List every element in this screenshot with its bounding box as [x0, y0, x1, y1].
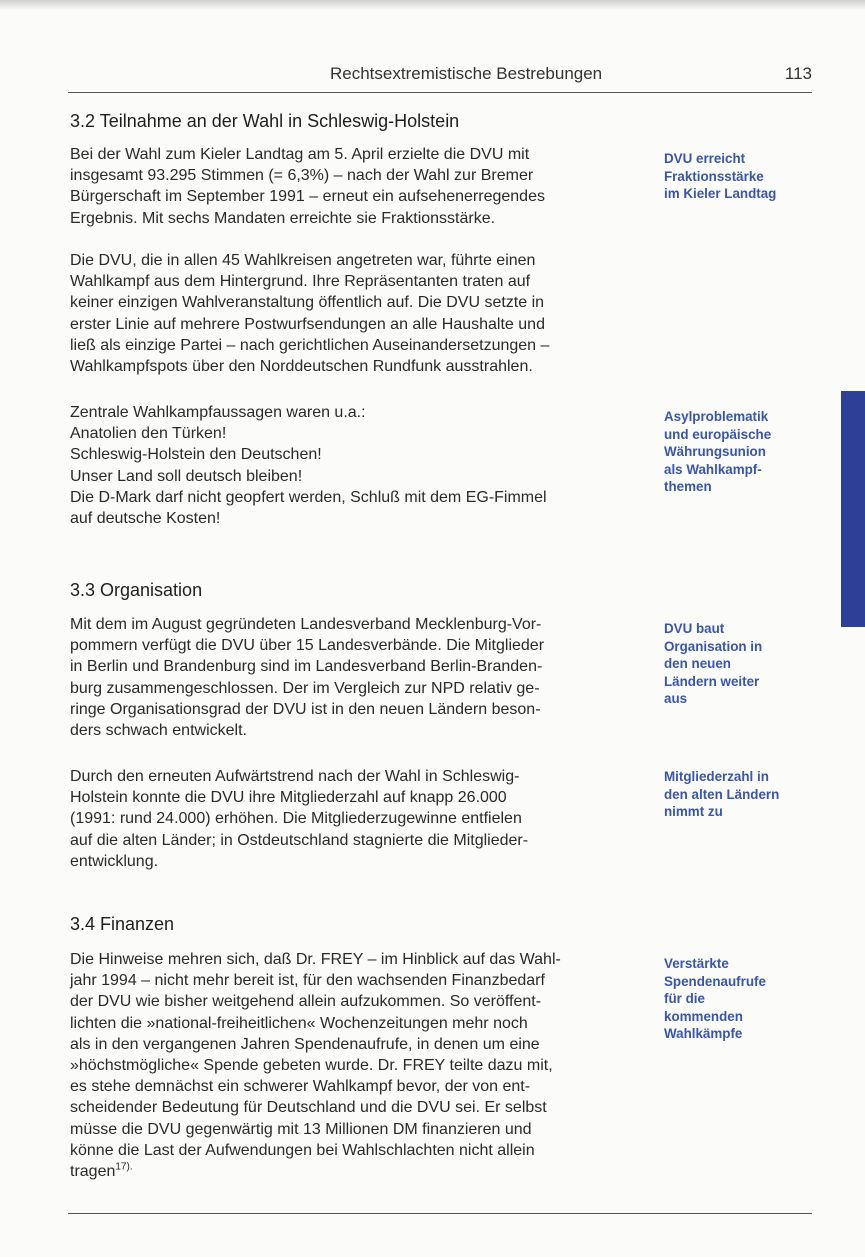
paragraph: [70, 250, 638, 377]
note-line: Ländern weiter: [664, 673, 760, 689]
text-line: erster Linie auf mehrere Postwurfsendungen an alle Haushalte und: [70, 315, 545, 333]
text-line: Wahlkampfspots über den Norddeutschen Rundfunk ausstrahlen.: [70, 358, 533, 376]
note-line: Spendenaufrufe: [664, 973, 766, 989]
note-line: Asylproblematik: [664, 409, 769, 424]
text-line: der DVU wie bisher weitgehend allein aufzukommen. So veröffent-: [70, 993, 542, 1011]
margin-note: [664, 620, 824, 708]
note-line: für die: [664, 991, 705, 1007]
text-line: es stehe demnächst ein schwerer Wahlkampf bevor, der von ent-: [70, 1078, 531, 1096]
margin-note: [664, 150, 824, 203]
text-line: auf die alten Länder; in Ostdeutschland stagnierte die Mitglieder-: [70, 831, 529, 849]
note-line: nimmt zu: [664, 804, 723, 820]
text-line: Wahlkampf aus dem Hintergrund. Ihre Repräsentanten traten auf: [70, 273, 531, 291]
text-line: Bei der Wahl zum Kieler Landtag am 5. April erzielte die DVU mit: [70, 146, 530, 163]
note-line: DVU erreicht: [664, 151, 746, 166]
note-line: im Kieler Landtag: [664, 186, 777, 202]
text-line: ringe Organisationsgrad der DVU ist in den neuen Ländern beson-: [70, 700, 541, 718]
section-heading-3-3: 3.3 Organisation: [70, 580, 203, 600]
page-header: [68, 64, 812, 94]
paragraph: [70, 402, 638, 529]
text-line: müsse die DVU gegenwärtig mit 13 Millionen DM finanzieren und: [70, 1120, 532, 1138]
note-line: als Wahlkampf-: [664, 461, 762, 477]
text-line: keiner einzigen Wahlveranstaltung öffentlich auf. Die DVU setzte in: [70, 294, 545, 312]
text-line: Zentrale Wahlkampfaussagen waren u.a.:: [70, 404, 366, 421]
running-title: Rechtsextremistische Bestrebungen: [330, 64, 603, 83]
text-line: scheidender Bedeutung für Deutschland und die DVU sei. Er selbst: [70, 1099, 547, 1117]
text-line: als in den vergangenen Jahren Spendenaufrufe, in denen um eine: [70, 1035, 540, 1053]
note-line: und europäische: [664, 426, 772, 442]
text-line: auf deutsche Kosten!: [70, 510, 221, 528]
text-line: Schleswig-Holstein den Deutschen!: [70, 446, 322, 464]
paragraph: [70, 766, 638, 872]
text-line: Durch den erneuten Aufwärtstrend nach der Wahl in Schleswig-: [70, 768, 520, 785]
text-line: Die Hinweise mehren sich, daß Dr. FREY – im Hinblick auf das Wahl-: [70, 951, 561, 968]
chapter-tab: [841, 391, 865, 627]
last-line-text: tragen: [70, 1163, 116, 1181]
text-line: lichten die »national-freiheitlichen« Wochenzeitungen mehr noch: [70, 1014, 528, 1032]
text-line: ders schwach entwickelt.: [70, 722, 247, 740]
text-line: Ergebnis. Mit sechs Mandaten erreichte sie Fraktionsstärke.: [70, 209, 496, 227]
section-heading-3-2: 3.2 Teilnahme an der Wahl in Schleswig-Holstein: [70, 111, 460, 131]
text-line: pommern verfügt die DVU über 15 Landesverbände. Die Mitglieder: [70, 637, 545, 655]
note-line: aus: [664, 691, 688, 707]
text-line: Anatolien den Türken!: [70, 425, 227, 443]
note-line: themen: [664, 479, 712, 495]
note-line: Organisation in: [664, 638, 763, 654]
text-line: burg zusammengeschlossen. Der im Vergleich zur NPD relativ ge-: [70, 679, 540, 697]
text-line: jahr 1994 – nicht mehr bereit ist, für den wachsenden Finanzbedarf: [70, 972, 545, 990]
margin-note: [664, 408, 824, 496]
text-line: ließ als einzige Partei – nach gerichtlichen Auseinandersetzungen –: [70, 336, 550, 354]
text-line: Die DVU, die in allen 45 Wahlkreisen angetreten war, führte einen: [70, 252, 536, 269]
text-line: Bürgerschaft im September 1991 – erneut ein aufsehenerregendes: [70, 188, 545, 206]
footnote-reference[interactable]: 17).: [115, 1161, 133, 1173]
note-line: Verstärkte: [664, 956, 729, 971]
text-line: insgesamt 93.295 Stimmen (= 6,3%) – nach der Wahl zur Bremer: [70, 167, 534, 185]
note-line: den neuen: [664, 656, 731, 672]
text-line: Mit dem im August gegründeten Landesverband Mecklenburg-Vor-: [70, 616, 542, 633]
margin-note: [664, 768, 824, 821]
scan-edge: [0, 0, 865, 10]
text-line: (1991: rund 24.000) erhöhen. Die Mitgliederzugewinne entfielen: [70, 810, 522, 828]
section-heading-3-4: 3.4 Finanzen: [70, 914, 175, 934]
note-line: Wahlkämpfe: [664, 1026, 743, 1042]
note-line: kommenden: [664, 1008, 743, 1024]
note-line: Mitgliederzahl in: [664, 769, 769, 784]
text-line: [70, 1161, 638, 1182]
text-line: Unser Land soll deutsch bleiben!: [70, 467, 303, 485]
paragraph: [70, 949, 638, 1182]
note-line: Fraktionsstärke: [664, 168, 764, 184]
text-line: könne die Last der Aufwendungen bei Wahlschlachten nicht allein: [70, 1141, 535, 1159]
note-line: den alten Ländern: [664, 786, 780, 802]
text-line: Die D-Mark darf nicht geopfert werden, Schluß mit dem EG-Fimmel: [70, 488, 547, 506]
note-line: Währungsunion: [664, 444, 766, 460]
footer-rule: [68, 1213, 812, 1214]
note-line: DVU baut: [664, 621, 725, 636]
text-line: entwicklung.: [70, 852, 159, 870]
margin-note: [664, 955, 824, 1043]
paragraph: [70, 614, 638, 741]
header-rule: [68, 92, 812, 93]
text-line: in Berlin und Brandenburg sind im Landesverband Berlin-Branden-: [70, 658, 543, 676]
text-line: »höchstmögliche« Spende gebeten wurde. Dr. FREY teilte dazu mit,: [70, 1057, 553, 1075]
text-line: Holstein konnte die DVU ihre Mitgliederzahl auf knapp 26.000: [70, 789, 507, 807]
page-number: 113: [784, 64, 812, 83]
paragraph: [70, 144, 638, 229]
